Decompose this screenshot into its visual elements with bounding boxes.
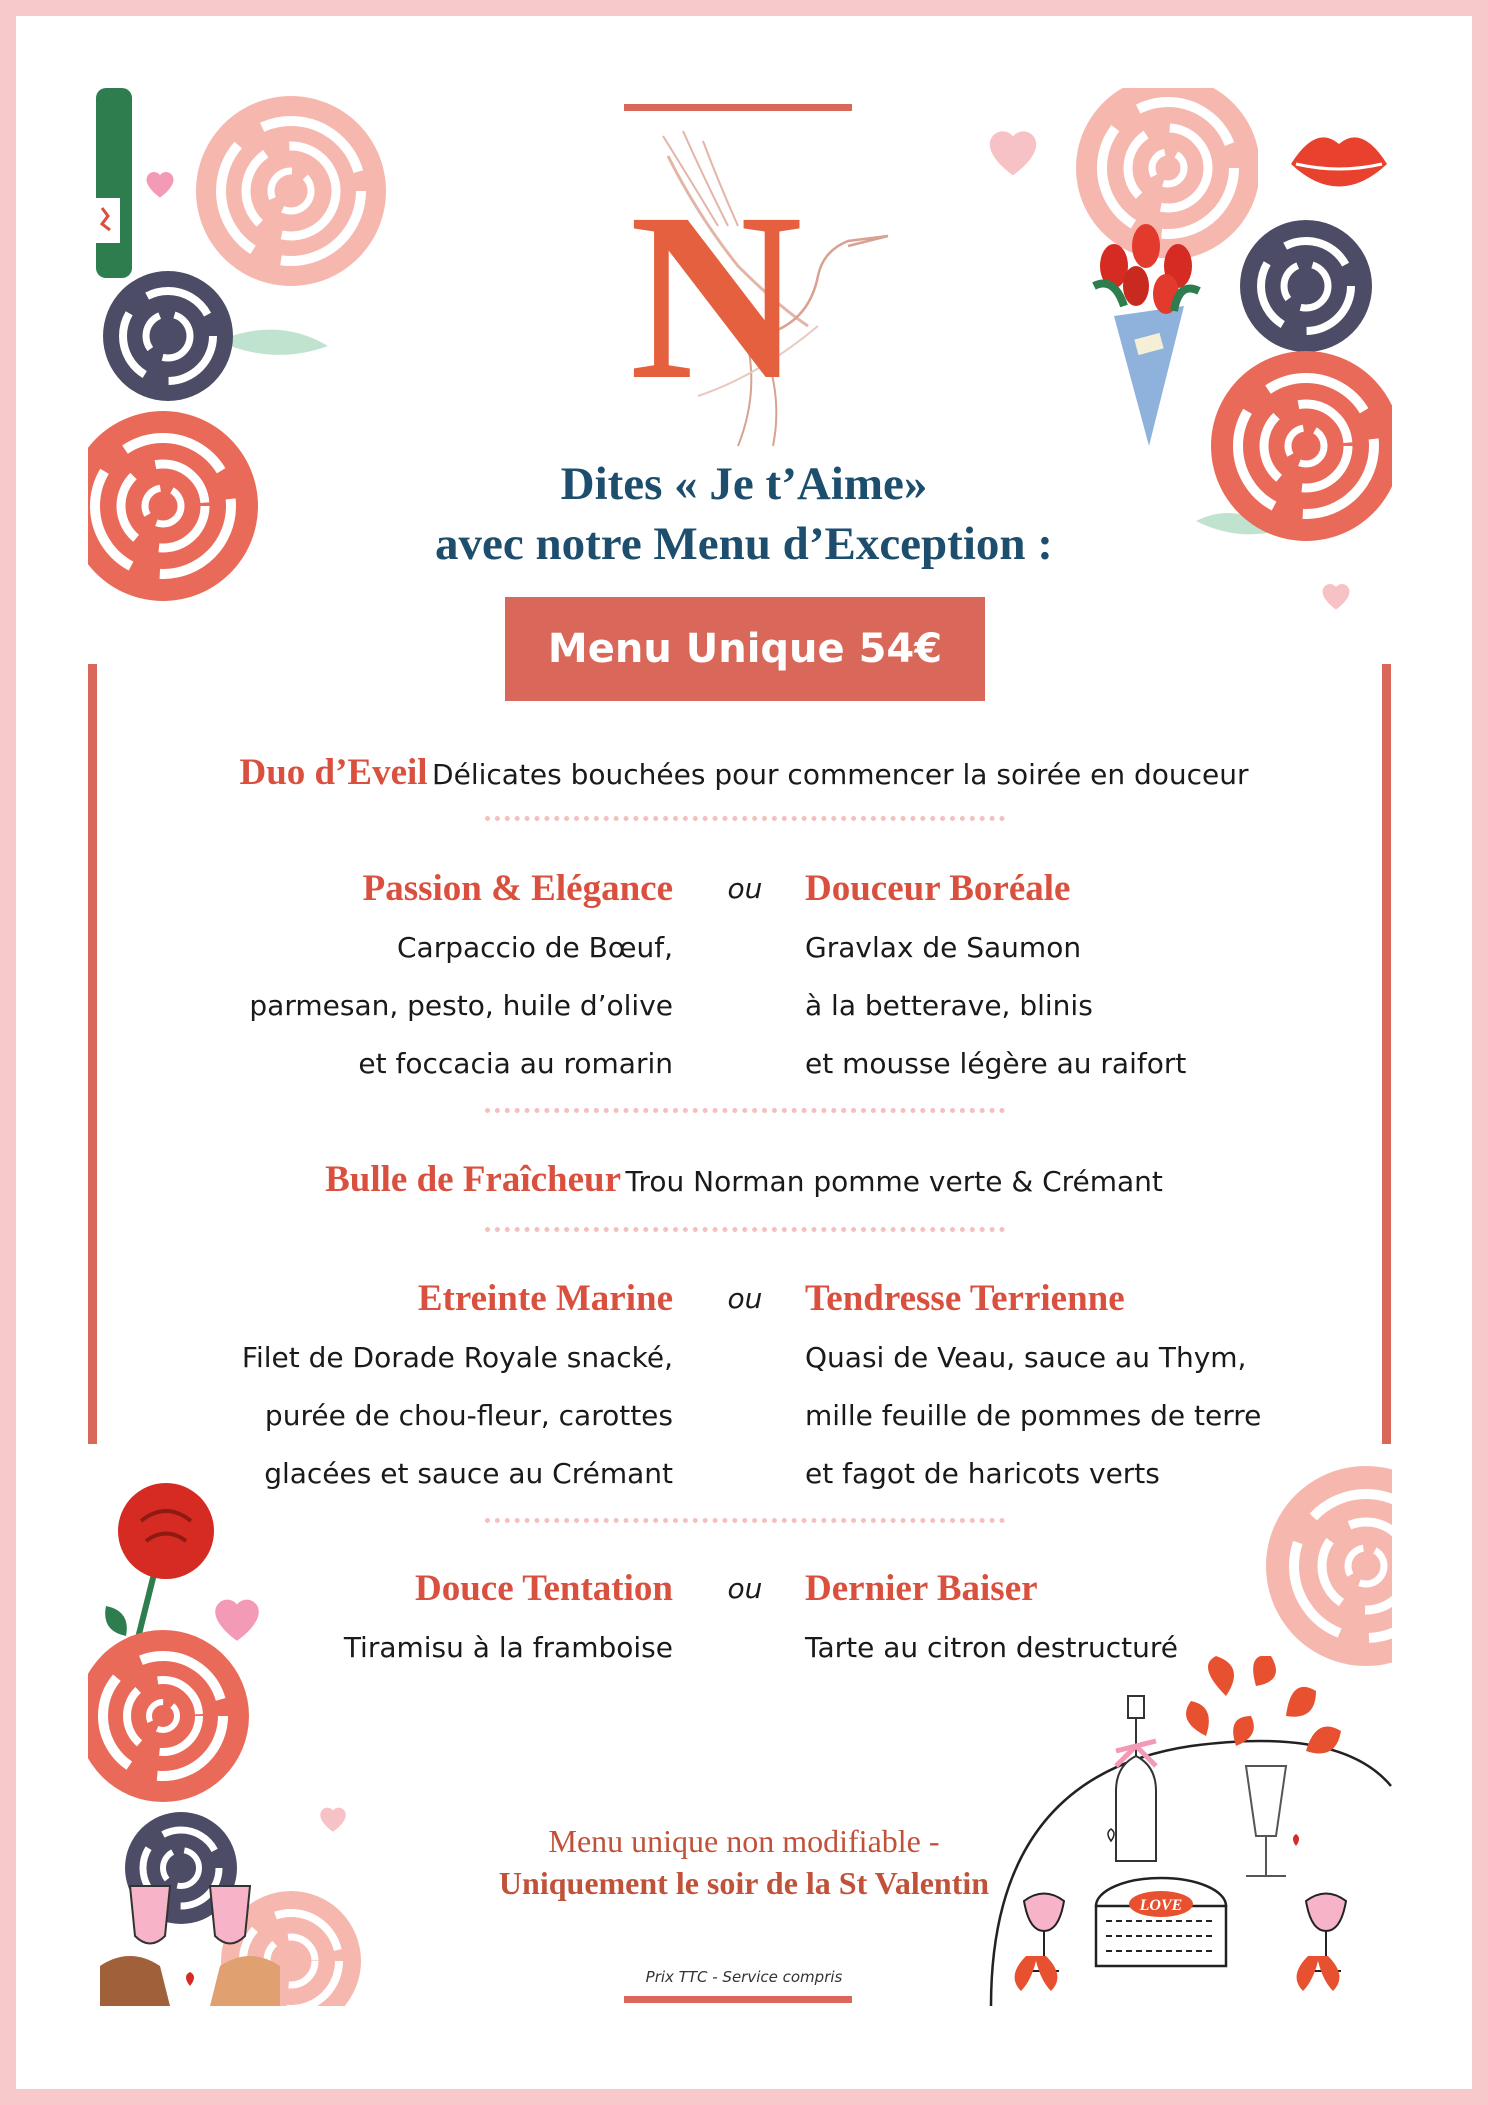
starter-right-line: Gravlax de Saumon <box>805 931 1082 964</box>
price-banner: Menu Unique 54€ <box>505 597 985 701</box>
cake-text: LOVE <box>1139 1897 1183 1914</box>
interlude-description: Trou Norman pomme verte & Crémant <box>625 1165 1163 1198</box>
main-right <box>805 1269 1261 1503</box>
price-note: Prix TTC - Service compris <box>645 1968 843 1986</box>
or-word: ou <box>727 1282 763 1315</box>
dark-rose-icon <box>1236 216 1376 356</box>
main-left <box>242 1269 673 1503</box>
main-left-line: glacées et sauce au Crémant <box>264 1457 673 1490</box>
dark-rose-icon <box>98 266 338 406</box>
separator <box>485 1518 1005 1523</box>
starter-left-line: et foccacia au romarin <box>358 1047 673 1080</box>
main-left-name: Etreinte Marine <box>417 1278 673 1319</box>
starter-right <box>805 859 1186 1093</box>
main-right-name: Tendresse Terrienne <box>805 1278 1125 1319</box>
bottle-icon <box>88 88 148 278</box>
main-left-line: Filet de Dorade Royale snacké, <box>241 1341 673 1374</box>
dessert-right-name: Dernier Baiser <box>805 1568 1038 1609</box>
or-word: ou <box>727 872 763 905</box>
rose-icon <box>88 1626 258 1806</box>
main-left-line: purée de chou-fleur, carottes <box>264 1399 673 1432</box>
starter-left-line: Carpaccio de Bœuf, <box>396 931 673 964</box>
heart-icon <box>142 166 178 202</box>
rose-icon <box>191 91 391 291</box>
dessert-right-line: Tarte au citron destructuré <box>805 1631 1178 1664</box>
menu-page <box>16 16 1472 2089</box>
starter-left-name: Passion & Elégance <box>362 868 673 909</box>
interlude-name: Bulle de Fraîcheur <box>325 1159 622 1200</box>
amuse-description: Délicates bouchées pour commencer la soirée en douceur <box>432 758 1249 791</box>
dessert-left-name: Douce Tentation <box>414 1568 673 1609</box>
starter-right-name: Douceur Boréale <box>805 868 1071 909</box>
main-right-line: et fagot de haricots verts <box>805 1457 1160 1490</box>
main-right-line: Quasi de Veau, sauce au Thym, <box>805 1341 1247 1374</box>
starter-right-line: et mousse légère au raifort <box>805 1047 1187 1080</box>
heart-icon <box>982 121 1044 183</box>
rose-icon <box>1256 1466 1392 1686</box>
separator <box>485 816 1005 821</box>
interlude-course <box>16 1150 1472 1217</box>
dessert-left-line: Tiramisu à la framboise <box>343 1631 673 1664</box>
title-line-1: Dites « Je t’Aime» <box>560 458 928 510</box>
starter-left-line: parmesan, pesto, huile d’olive <box>249 989 673 1022</box>
title-line-2: avec notre Menu d’Exception : <box>435 518 1053 570</box>
bottom-rule <box>624 1996 852 2003</box>
lips-icon <box>1286 124 1392 204</box>
notice-line-2: Uniquement le soir de la St Valentin <box>498 1865 990 1901</box>
notice-line-1: Menu unique non modifiable - <box>548 1823 940 1859</box>
amuse-name: Duo d’Eveil <box>239 752 428 793</box>
separator <box>485 1227 1005 1232</box>
dessert-left <box>344 1559 673 1677</box>
or-word: ou <box>727 1572 763 1605</box>
amuse-course <box>16 743 1472 810</box>
starter-right-line: à la betterave, blinis <box>805 989 1093 1022</box>
starter-left <box>249 859 673 1093</box>
heart-icon <box>1318 578 1354 614</box>
top-rule <box>624 104 852 111</box>
logo-letter: N <box>629 163 803 429</box>
separator <box>485 1108 1005 1113</box>
main-right-line: mille feuille de pommes de terre <box>805 1399 1262 1432</box>
